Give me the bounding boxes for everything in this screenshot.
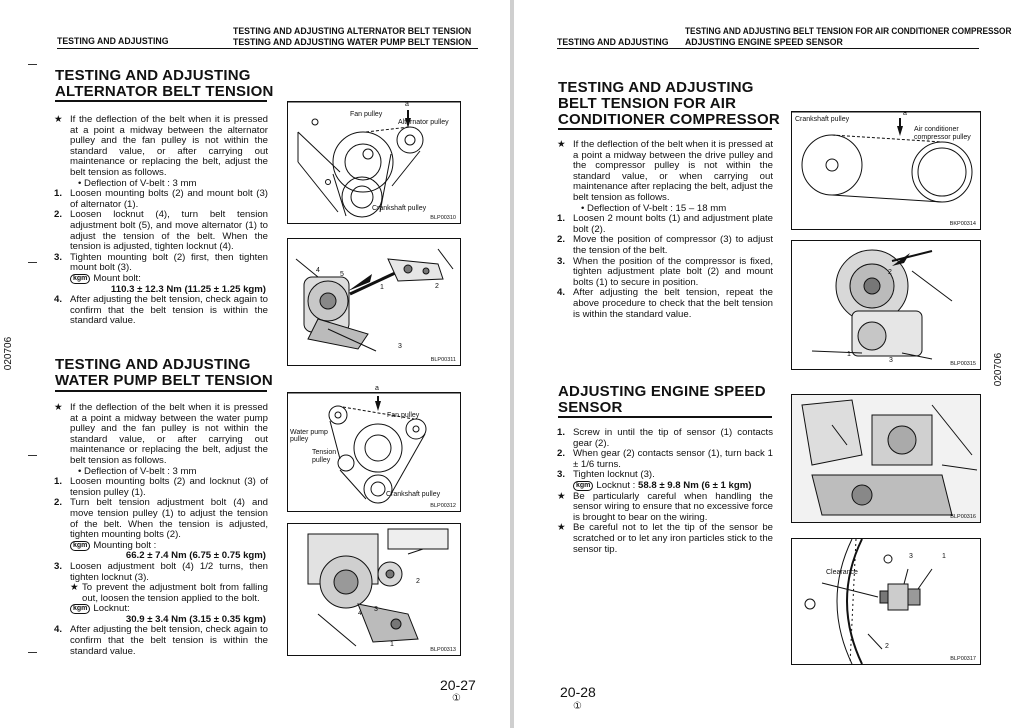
fig-label: Crankshaft pulley xyxy=(795,116,850,123)
water-pump-torque-1-value: 66.2 ± 7.4 Nm (6.75 ± 0.75 kgm) xyxy=(125,550,266,562)
fig-label: Fan pulley xyxy=(350,111,383,118)
sensor-step-3: 3. Tighten locknut (3). xyxy=(557,469,655,481)
fig-label: Alternator pulley xyxy=(398,119,449,126)
alternator-torque-value: 110.3 ± 12.3 Nm (11.25 ± 1.25 kgm) xyxy=(110,283,266,295)
alternator-step-4: 4. After adjusting the belt tension, check again to confirm that the belt tension is within the standard value. xyxy=(54,294,268,327)
fig-label: a xyxy=(405,101,409,108)
figure-water-pump-belt-layout xyxy=(287,385,461,512)
figure-sensor-clearance xyxy=(791,538,981,665)
torque-wrench-icon: kgm xyxy=(70,604,90,614)
fig-label: pulley xyxy=(312,457,331,464)
title-underline xyxy=(558,128,772,130)
alternator-procedure xyxy=(54,115,268,327)
title-underline xyxy=(55,390,267,392)
water-pump-step-2: 2. Turn belt tension adjustment bolt (4) and move tension pulley (1) to adjust the tension of the belt. When the tension is adjusted, tighten mounting bolts (2). xyxy=(54,497,268,541)
sensor-torque: kgm Locknut : 58.8 ± 9.8 Nm (6 ± 1 kgm) xyxy=(557,481,773,492)
water-pump-deflection: • Deflection of V-belt : 3 mm xyxy=(78,465,197,477)
figure-number: BLP00313 xyxy=(430,647,456,653)
water-pump-note: ★ If the deflection of the belt when it is pressed at a point a midway between the water pump pulley and the fan pulley is not within the standard value, or after carrying out maintenance or replacing the belt, adjust the belt tension as follows. xyxy=(54,402,268,466)
water-pump-step-3-note: ★ To prevent the adjustment bolt from falling out, loosen the tension applied to the bolt. xyxy=(70,582,268,604)
alternator-step-3: 3. Tighten mounting bolt (2) first, then tighten mount bolt (3). xyxy=(54,251,268,274)
callout-number: 1 xyxy=(942,553,946,560)
fig-label: Water pump xyxy=(290,429,328,436)
header-title-2: ADJUSTING ENGINE SPEED SENSOR xyxy=(685,37,843,48)
section-title-speed-sensor: ADJUSTING ENGINE SPEED SENSOR xyxy=(558,383,766,416)
callout-number: 2 xyxy=(416,578,420,585)
section-title-alternator: TESTING AND ADJUSTING ALTERNATOR BELT TENSION xyxy=(55,67,274,100)
fig-label: Clearance xyxy=(826,569,858,576)
callout-number: 4 xyxy=(358,610,362,617)
figure-number: BLP00316 xyxy=(950,514,976,520)
callout-number: 3 xyxy=(909,553,913,560)
alternator-deflection: • Deflection of V-belt : 3 mm xyxy=(78,177,197,189)
water-pump-step-4: 4. After adjusting the belt tension, check again to confirm that the belt tension is within the standard value. xyxy=(54,624,268,657)
header-title-1: TESTING AND ADJUSTING ALTERNATOR BELT TENSION xyxy=(233,26,472,37)
header-left-section: TESTING AND ADJUSTING xyxy=(57,36,169,47)
sensor-note-1: ★ Be particularly careful when handling the sensor wiring to ensure that no excessive force is brought to bear on the wiring. xyxy=(557,490,773,523)
revision-mark: ① xyxy=(452,693,461,704)
water-pump-torque-2-value: 30.9 ± 3.4 Nm (3.15 ± 0.35 kgm) xyxy=(125,613,266,625)
header-rule xyxy=(557,48,979,49)
figure-alternator-belt-layout xyxy=(287,101,461,224)
callout-number: 4 xyxy=(316,267,320,274)
sensor-step-1: 1. Screw in until the tip of sensor (1) contacts gear (2). xyxy=(557,427,773,449)
callout-number: 2 xyxy=(435,283,439,290)
callout-number: 1 xyxy=(380,284,384,291)
callout-number: 5 xyxy=(340,271,344,278)
title-underline xyxy=(558,416,772,418)
revision-mark: ① xyxy=(573,701,582,712)
callout-number: 3 xyxy=(889,357,893,364)
water-pump-torque-1: kgm Mounting bolt : xyxy=(54,541,268,552)
margin-mark xyxy=(28,455,37,456)
fig-label: Crankshaft pulley xyxy=(386,491,441,498)
ac-compressor-procedure xyxy=(557,140,773,320)
margin-mark xyxy=(28,262,37,263)
figure-number: BLP00310 xyxy=(430,215,456,221)
torque-wrench-icon: kgm xyxy=(573,481,593,491)
ac-step-1: 1. Loosen 2 mount bolts (1) and adjustment plate bolt (2). xyxy=(557,213,773,235)
page-left xyxy=(0,0,510,728)
ac-deflection: • Deflection of V-belt : 15 – 18 mm xyxy=(581,202,727,214)
callout-number: 2 xyxy=(885,643,889,650)
fig-label: Air conditioner xyxy=(914,126,959,133)
water-pump-step-3: 3. Loosen adjustment bolt (4) 1/2 turns, then tighten locknut (3). xyxy=(54,560,268,583)
header-left-section: TESTING AND ADJUSTING xyxy=(557,37,669,48)
water-pump-procedure xyxy=(54,403,268,657)
page-number: 20-27 xyxy=(440,677,476,693)
figure-speed-sensor-location xyxy=(791,394,981,523)
callout-number: 1 xyxy=(847,351,851,358)
fig-label: compressor pulley xyxy=(914,134,971,141)
section-title-ac-compressor: TESTING AND ADJUSTING BELT TENSION FOR AIR CONDITIONER COMPRESSOR xyxy=(558,79,780,128)
figure-number: BLP00315 xyxy=(950,361,976,367)
torque-wrench-icon: kgm xyxy=(70,541,90,551)
alternator-step-2: 2. Loosen locknut (4), turn belt tension adjustment bolt (5), and move alternator (1) to adjust the tension of the belt. When the tension is adjusted, tighten locknut (4). xyxy=(54,209,268,253)
fig-label: a xyxy=(375,385,379,392)
callout-number: 3 xyxy=(398,343,402,350)
figure-number: BLP00311 xyxy=(430,357,456,363)
figure-ac-belt-layout xyxy=(791,111,981,230)
figure-ac-compressor-mounting xyxy=(791,240,981,370)
side-code: 020706 xyxy=(3,336,15,371)
fig-label: Fan pulley xyxy=(387,412,420,419)
margin-mark xyxy=(28,652,37,653)
alternator-step-1: 1. Loosen mounting bolts (2) and mount bolt (3) of alternator (1). xyxy=(54,188,268,210)
fig-label: Tension xyxy=(312,449,337,456)
water-pump-step-1: 1. Loosen mounting bolts (2) and locknut (3) of tension pulley (1). xyxy=(54,476,268,498)
header-title-1: TESTING AND ADJUSTING BELT TENSION FOR AIR CONDITIONER COMPRESSOR xyxy=(685,26,1012,36)
figure-alternator-mounting xyxy=(287,238,461,366)
page-number: 20-28 xyxy=(560,684,596,700)
speed-sensor-procedure xyxy=(557,428,773,555)
callout-number: 3 xyxy=(374,606,378,613)
page-right xyxy=(514,0,1024,728)
ac-step-2: 2. Move the position of compressor (3) to adjust the tension of the belt. xyxy=(557,234,773,256)
callout-number: 2 xyxy=(888,269,892,276)
alternator-torque: kgm Mount bolt: xyxy=(54,274,268,285)
title-underline xyxy=(55,100,267,102)
figure-number: BKP00314 xyxy=(949,221,976,227)
figure-number: BLP00312 xyxy=(430,503,456,509)
sensor-note-2: ★ Be careful not to let the tip of the sensor be scratched or to let any iron particles stick to the sensor tip. xyxy=(557,522,773,555)
water-pump-torque-2: kgm Locknut: xyxy=(54,604,268,615)
alternator-note: ★ If the deflection of the belt when it is pressed at a point a midway between the alternator pulley and the fan pulley is not within the standard value, or after carrying out maintenance or replacing the belt, adjust the belt tension as follows. xyxy=(54,114,268,178)
callout-number: 1 xyxy=(390,641,394,648)
section-title-water-pump: TESTING AND ADJUSTING WATER PUMP BELT TENSION xyxy=(55,356,273,389)
torque-wrench-icon: kgm xyxy=(70,274,90,284)
sensor-step-2: 2. When gear (2) contacts sensor (1), turn back 1 ± 1/6 turns. xyxy=(557,448,773,470)
side-code: 020706 xyxy=(993,352,1005,387)
ac-step-3: 3. When the position of the compressor is fixed, tighten adjustment plate bolt (2) and mount bolts (1) to secure in position. xyxy=(557,255,773,288)
ac-step-4: 4. After adjusting the belt tension, repeat the above procedure to check that the belt tension is within the standard value. xyxy=(557,287,773,320)
fig-label: a xyxy=(903,110,907,117)
figure-number: BLP00317 xyxy=(950,656,976,662)
ac-note: ★ If the deflection of the belt when it is pressed at a point a midway between the drive pulley and the compressor pulley is not within the standard value, or when carrying out maintenance after replacing the belt, adjust the belt tension as follows. xyxy=(557,139,773,203)
margin-mark xyxy=(28,64,37,65)
fig-label: pulley xyxy=(290,436,309,443)
header-rule xyxy=(57,48,478,49)
fig-label: Crankshaft pulley xyxy=(372,205,427,212)
figure-tension-pulley-mounting xyxy=(287,523,461,656)
header-title-2: TESTING AND ADJUSTING WATER PUMP BELT TENSION xyxy=(233,37,472,48)
